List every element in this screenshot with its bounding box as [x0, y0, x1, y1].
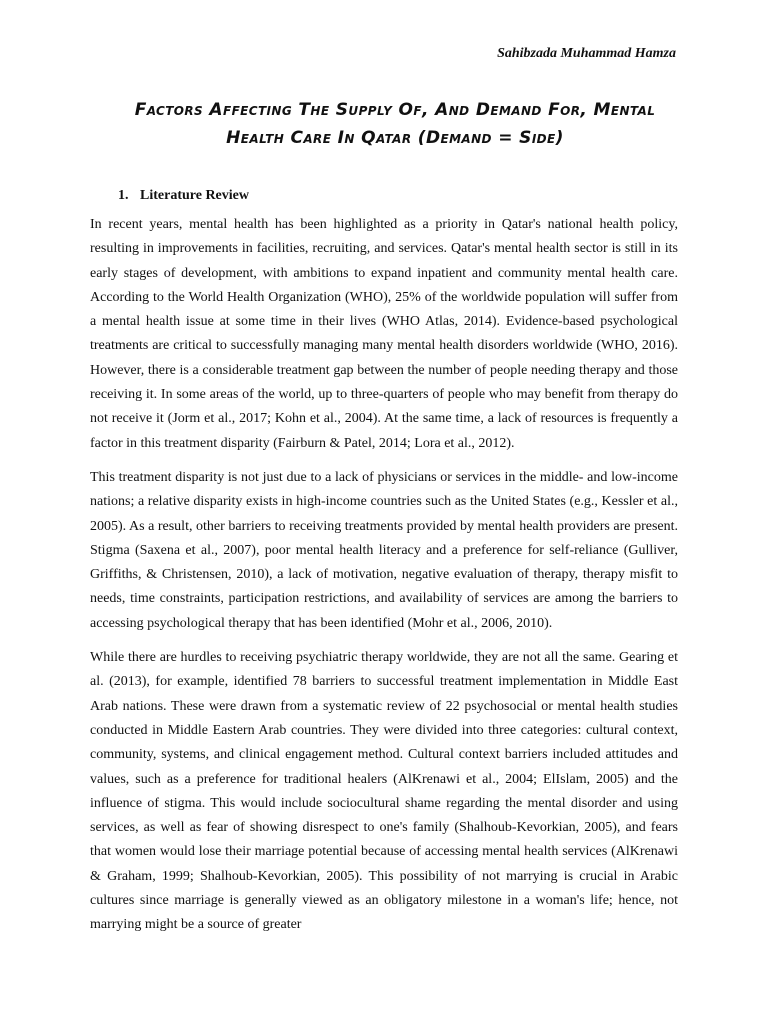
- author-name: Sahibzada Muhammad Hamza: [497, 46, 676, 61]
- paragraph: In recent years, mental health has been highlighted as a priority in Qatar's national health policy, resulting in improvements in facilities, recruiting, and services. Qatar's mental health sector is still in its early stages of development, with ambitions to expand inpatient and community mental health care. According to the World Health Organization (WHO), 25% of the worldwide population will suffer from a mental health issue at some time in their lives (WHO Atlas, 2014). Evidence-based psychological treatments are critical to successfully managing many mental health disorders worldwide (WHO, 2016). However, there is a considerable treatment gap between the number of people needing therapy and those receiving it. In some areas of the world, up to three-quarters of people who may benefit from therapy do not receive it (Jorm et al., 2017; Kohn et al., 2004). At the same time, a lack of resources is frequently a factor in this treatment disparity (Fairburn & Patel, 2014; Lora et al., 2012).: [90, 217, 678, 451]
- document-title: Factors Affecting The Supply Of, And Demand For, Mental Health Care In Qatar (Demand = Side): [134, 100, 656, 148]
- section-number: 1.: [118, 188, 129, 203]
- paragraph: This treatment disparity is not just due to a lack of physicians or services in the middle- and low-income nations; a relative disparity exists in high-income countries such as the United States (e.g., Kessler et al., 2005). As a result, other barriers to receiving treatments provided by mental health providers are present. Stigma (Saxena et al., 2007), poor mental health literacy and a preference for self-reliance (Gulliver, Griffiths, & Christensen, 2010), a lack of motivation, negative evaluation of therapy, therapy misfit to needs, time constraints, participation restrictions, and availability of services are among the barriers to accessing psychological therapy that has been identified (Mohr et al., 2006, 2010).: [90, 469, 678, 631]
- section-heading: [118, 186, 249, 206]
- document-body: [90, 213, 678, 948]
- section-title: Literature Review: [140, 188, 249, 203]
- paragraph: While there are hurdles to receiving psychiatric therapy worldwide, they are not all the same. Gearing et al. (2013), for example, identified 78 barriers to successful treatment implementation in Middle East Arab nations. These were drawn from a systematic review of 22 psychosocial or mental health studies conducted in Middle Eastern Arab countries. They were divided into three categories: cultural context, community, systems, and clinical engagement method. Cultural context barriers included attitudes and values, such as a preference for traditional healers (AlKrenawi et al., 2004; ElIslam, 2005) and the influence of stigma. This would include sociocultural shame regarding the mental disorder and using services, as well as fear of showing disrespect to one's family (Shalhoub-Kevorkian, 2005), and fears that women would lose their marriage potential because of accessing mental health services (AlKrenawi & Graham, 1999; Shalhoub-Kevorkian, 2005). This possibility of not marrying is crucial in Arabic cultures since marriage is generally viewed as an obligatory milestone in a woman's life; hence, not marrying might be a source of greater: [90, 650, 678, 933]
